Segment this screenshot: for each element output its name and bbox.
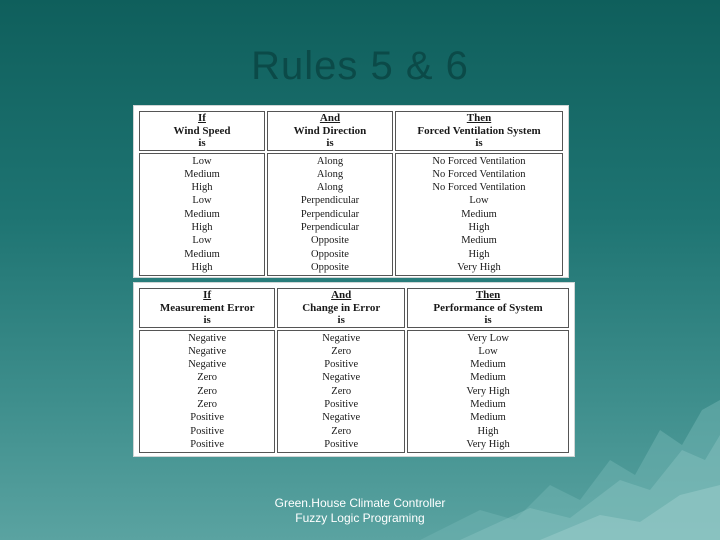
- header-wind-direction: [267, 111, 393, 151]
- column-wind-direction: [267, 153, 393, 277]
- table-cell: High: [468, 221, 490, 233]
- table-cell: Zero: [331, 385, 352, 397]
- table-cell: Medium: [461, 208, 497, 220]
- table-cell: Positive: [190, 412, 225, 424]
- table-cell: Perpendicular: [300, 221, 360, 233]
- table-cell: Along: [316, 168, 344, 180]
- footer-line: Fuzzy Logic Programing: [295, 511, 425, 525]
- table-cell: Medium: [470, 359, 506, 371]
- table-cell: Medium: [470, 398, 506, 410]
- table-cell: Zero: [197, 385, 218, 397]
- column-measurement-error: [139, 330, 275, 454]
- header-label: Forced Ventilation System: [417, 124, 541, 137]
- header-label: Wind Speed: [173, 124, 231, 137]
- column-change-in-error: [277, 330, 405, 454]
- header-is: is: [203, 314, 211, 326]
- table-cell: High: [477, 425, 499, 437]
- header-forced-ventilation: [395, 111, 563, 151]
- table-cell: Medium: [184, 208, 220, 220]
- header-label: Wind Direction: [293, 124, 367, 137]
- table-cell: Zero: [331, 345, 352, 357]
- table-cell: Positive: [324, 398, 359, 410]
- header-is: is: [484, 314, 492, 326]
- table-cell: Opposite: [311, 235, 349, 247]
- table-cell: Perpendicular: [300, 208, 360, 220]
- table-cell: High: [191, 182, 213, 194]
- table-cell: No Forced Ventilation: [432, 168, 526, 180]
- table-cell: Negative: [188, 359, 227, 371]
- table-cell: Medium: [470, 412, 506, 424]
- slide-title: Rules 5 & 6: [251, 44, 469, 88]
- header-keyword: Then: [466, 112, 492, 124]
- table-cell: Low: [192, 155, 212, 167]
- table-cell: Negative: [322, 332, 361, 344]
- table-cell: Positive: [190, 438, 225, 450]
- table-cell: Very High: [457, 261, 501, 273]
- slide-footer: [0, 496, 720, 526]
- table-cell: Zero: [197, 398, 218, 410]
- header-keyword: If: [203, 289, 212, 301]
- header-wind-speed: [139, 111, 265, 151]
- header-measurement-error: [139, 288, 275, 328]
- header-label: Performance of System: [433, 301, 543, 314]
- column-wind-speed: [139, 153, 265, 277]
- footer-line: Green.House Climate Controller: [274, 496, 446, 510]
- header-keyword: And: [331, 289, 352, 301]
- table-cell: Positive: [324, 438, 359, 450]
- table-cell: Perpendicular: [300, 195, 360, 207]
- table-cell: Negative: [322, 412, 361, 424]
- table-cell: Low: [192, 195, 212, 207]
- table-cell: Zero: [331, 425, 352, 437]
- header-keyword: Then: [475, 289, 501, 301]
- table-cell: Along: [316, 182, 344, 194]
- table-cell: Very High: [466, 438, 510, 450]
- header-keyword: And: [319, 112, 341, 124]
- header-label: Measurement Error: [159, 301, 255, 314]
- table-cell: High: [191, 261, 213, 273]
- header-is: is: [475, 137, 483, 149]
- table-cell: Medium: [470, 372, 506, 384]
- header-is: is: [198, 137, 206, 149]
- rules-table-wind: [133, 105, 569, 278]
- header-keyword: If: [198, 112, 206, 124]
- table-cell: Positive: [190, 425, 225, 437]
- table-cell: Opposite: [311, 248, 349, 260]
- table-cell: Medium: [184, 248, 220, 260]
- table-cell: No Forced Ventilation: [432, 155, 526, 167]
- table-cell: Medium: [461, 235, 497, 247]
- table-cell: Very Low: [467, 332, 509, 344]
- table-cell: No Forced Ventilation: [432, 182, 526, 194]
- table-cell: Zero: [197, 372, 218, 384]
- table-cell: Medium: [184, 168, 220, 180]
- header-change-in-error: [277, 288, 405, 328]
- table-cell: Very High: [466, 385, 510, 397]
- table-cell: Low: [478, 345, 498, 357]
- table-cell: High: [468, 248, 490, 260]
- column-forced-ventilation: [395, 153, 563, 277]
- table-cell: Along: [316, 155, 344, 167]
- table-cell: Negative: [188, 332, 227, 344]
- table-cell: High: [191, 221, 213, 233]
- header-is: is: [326, 137, 334, 149]
- rules-table-error: [133, 282, 575, 457]
- table-cell: Negative: [322, 372, 361, 384]
- table-cell: Opposite: [311, 261, 349, 273]
- table-cell: Positive: [324, 359, 359, 371]
- table-cell: Negative: [188, 345, 227, 357]
- table-cell: Low: [469, 195, 489, 207]
- table-cell: Low: [192, 235, 212, 247]
- header-label: Change in Error: [302, 301, 381, 314]
- header-is: is: [337, 314, 345, 326]
- column-performance: [407, 330, 569, 454]
- header-performance: [407, 288, 569, 328]
